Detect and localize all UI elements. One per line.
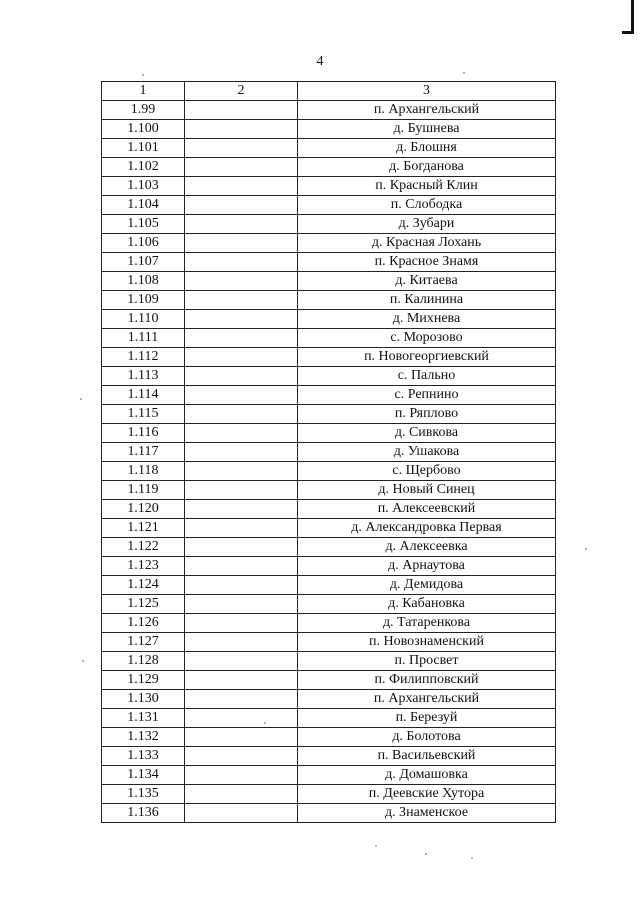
column-2-cell xyxy=(185,101,298,120)
column-2-cell xyxy=(185,747,298,766)
scan-speck xyxy=(375,845,377,847)
table-row xyxy=(102,500,556,519)
column-2-cell xyxy=(185,595,298,614)
table-row xyxy=(102,671,556,690)
column-2-cell xyxy=(185,709,298,728)
table-row xyxy=(102,310,556,329)
scan-speck xyxy=(82,660,84,662)
column-2-cell xyxy=(185,348,298,367)
row-number-cell: 1.124 xyxy=(102,576,185,595)
settlement-name-cell: с. Морозово xyxy=(298,329,556,348)
table-row xyxy=(102,576,556,595)
table-row xyxy=(102,101,556,120)
table-row xyxy=(102,329,556,348)
column-header-2: 2 xyxy=(185,82,298,101)
table-row xyxy=(102,139,556,158)
settlement-name-cell: с. Щербово xyxy=(298,462,556,481)
row-number-cell: 1.130 xyxy=(102,690,185,709)
row-number-cell: 1.125 xyxy=(102,595,185,614)
table-row xyxy=(102,158,556,177)
table-row xyxy=(102,177,556,196)
column-2-cell xyxy=(185,329,298,348)
column-2-cell xyxy=(185,177,298,196)
table-row xyxy=(102,481,556,500)
column-2-cell xyxy=(185,272,298,291)
column-2-cell xyxy=(185,424,298,443)
table-row xyxy=(102,443,556,462)
row-number-cell: 1.107 xyxy=(102,253,185,272)
settlement-name-cell: п. Красное Знамя xyxy=(298,253,556,272)
column-2-cell xyxy=(185,614,298,633)
settlement-name-cell: д. Блошня xyxy=(298,139,556,158)
settlement-name-cell: п. Архангельский xyxy=(298,101,556,120)
settlement-name-cell: д. Домашовка xyxy=(298,766,556,785)
row-number-cell: 1.135 xyxy=(102,785,185,804)
page-number: 4 xyxy=(316,54,324,69)
settlement-name-cell: д. Бушнева xyxy=(298,120,556,139)
column-2-cell xyxy=(185,139,298,158)
table-row xyxy=(102,424,556,443)
settlement-name-cell: п. Филипповский xyxy=(298,671,556,690)
settlement-name-cell: п. Алексеевский xyxy=(298,500,556,519)
column-2-cell xyxy=(185,443,298,462)
table-row xyxy=(102,633,556,652)
settlement-name-cell: д. Новый Синец xyxy=(298,481,556,500)
column-2-cell xyxy=(185,158,298,177)
row-number-cell: 1.99 xyxy=(102,101,185,120)
column-2-cell xyxy=(185,557,298,576)
settlement-name-cell: п. Березуй xyxy=(298,709,556,728)
row-number-cell: 1.100 xyxy=(102,120,185,139)
column-2-cell xyxy=(185,728,298,747)
row-number-cell: 1.136 xyxy=(102,804,185,823)
corner-crop-mark xyxy=(620,0,634,40)
row-number-cell: 1.106 xyxy=(102,234,185,253)
row-number-cell: 1.109 xyxy=(102,291,185,310)
row-number-cell: 1.119 xyxy=(102,481,185,500)
table-row xyxy=(102,234,556,253)
column-2-cell xyxy=(185,234,298,253)
table-row xyxy=(102,804,556,823)
settlement-name-cell: п. Новознаменский xyxy=(298,633,556,652)
row-number-cell: 1.105 xyxy=(102,215,185,234)
row-number-cell: 1.122 xyxy=(102,538,185,557)
table-row xyxy=(102,557,556,576)
table-row xyxy=(102,538,556,557)
row-number-cell: 1.121 xyxy=(102,519,185,538)
settlements-table xyxy=(101,81,556,823)
column-2-cell xyxy=(185,481,298,500)
row-number-cell: 1.111 xyxy=(102,329,185,348)
row-number-cell: 1.104 xyxy=(102,196,185,215)
column-2-cell xyxy=(185,386,298,405)
row-number-cell: 1.114 xyxy=(102,386,185,405)
column-2-cell xyxy=(185,253,298,272)
column-2-cell xyxy=(185,690,298,709)
column-2-cell xyxy=(185,462,298,481)
table-row xyxy=(102,595,556,614)
column-2-cell xyxy=(185,519,298,538)
row-number-cell: 1.101 xyxy=(102,139,185,158)
row-number-cell: 1.134 xyxy=(102,766,185,785)
settlement-name-cell: д. Ушакова xyxy=(298,443,556,462)
row-number-cell: 1.123 xyxy=(102,557,185,576)
table-row xyxy=(102,728,556,747)
settlement-name-cell: д. Сивкова xyxy=(298,424,556,443)
column-2-cell xyxy=(185,405,298,424)
settlement-name-cell: п. Красный Клин xyxy=(298,177,556,196)
settlement-name-cell: п. Просвет xyxy=(298,652,556,671)
table-row xyxy=(102,272,556,291)
table-row xyxy=(102,690,556,709)
settlement-name-cell: д. Арнаутова xyxy=(298,557,556,576)
settlement-name-cell: д. Китаева xyxy=(298,272,556,291)
column-2-cell xyxy=(185,671,298,690)
column-2-cell xyxy=(185,367,298,386)
column-2-cell xyxy=(185,652,298,671)
row-number-cell: 1.126 xyxy=(102,614,185,633)
row-number-cell: 1.127 xyxy=(102,633,185,652)
table-row xyxy=(102,652,556,671)
scan-speck xyxy=(425,853,427,855)
table-body xyxy=(102,101,556,823)
table-row xyxy=(102,614,556,633)
row-number-cell: 1.103 xyxy=(102,177,185,196)
column-2-cell xyxy=(185,576,298,595)
table-header-row xyxy=(102,82,556,101)
column-2-cell xyxy=(185,196,298,215)
settlement-name-cell: с. Пально xyxy=(298,367,556,386)
row-number-cell: 1.102 xyxy=(102,158,185,177)
row-number-cell: 1.132 xyxy=(102,728,185,747)
settlement-name-cell: д. Красная Лохань xyxy=(298,234,556,253)
row-number-cell: 1.118 xyxy=(102,462,185,481)
column-2-cell xyxy=(185,633,298,652)
column-2-cell xyxy=(185,310,298,329)
table-row xyxy=(102,386,556,405)
column-2-cell xyxy=(185,215,298,234)
scan-speck xyxy=(80,398,82,400)
table-row xyxy=(102,785,556,804)
scan-speck xyxy=(471,857,473,859)
table-row xyxy=(102,405,556,424)
scan-speck xyxy=(264,722,266,724)
settlement-name-cell: д. Алексеевка xyxy=(298,538,556,557)
table-row xyxy=(102,709,556,728)
table-row xyxy=(102,519,556,538)
scan-speck xyxy=(585,548,587,550)
column-2-cell xyxy=(185,785,298,804)
table-row xyxy=(102,291,556,310)
settlement-name-cell: п. Новогеоргиевский xyxy=(298,348,556,367)
settlement-name-cell: д. Александровка Первая xyxy=(298,519,556,538)
row-number-cell: 1.117 xyxy=(102,443,185,462)
row-number-cell: 1.120 xyxy=(102,500,185,519)
column-2-cell xyxy=(185,804,298,823)
settlement-name-cell: д. Зубари xyxy=(298,215,556,234)
settlement-name-cell: п. Калинина xyxy=(298,291,556,310)
table-row xyxy=(102,462,556,481)
scan-speck xyxy=(463,72,465,74)
settlement-name-cell: д. Богданова xyxy=(298,158,556,177)
settlement-name-cell: д. Татаренкова xyxy=(298,614,556,633)
column-2-cell xyxy=(185,291,298,310)
settlement-name-cell: п. Деевские Хутора xyxy=(298,785,556,804)
settlement-name-cell: п. Васильевский xyxy=(298,747,556,766)
column-2-cell xyxy=(185,500,298,519)
row-number-cell: 1.115 xyxy=(102,405,185,424)
settlement-name-cell: д. Знаменское xyxy=(298,804,556,823)
table-row xyxy=(102,367,556,386)
row-number-cell: 1.128 xyxy=(102,652,185,671)
row-number-cell: 1.108 xyxy=(102,272,185,291)
table-row xyxy=(102,348,556,367)
settlement-name-cell: д. Кабановка xyxy=(298,595,556,614)
row-number-cell: 1.110 xyxy=(102,310,185,329)
table-row xyxy=(102,747,556,766)
column-2-cell xyxy=(185,120,298,139)
table-row xyxy=(102,253,556,272)
settlement-name-cell: д. Болотова xyxy=(298,728,556,747)
table-row xyxy=(102,120,556,139)
settlement-name-cell: д. Михнева xyxy=(298,310,556,329)
column-header-1: 1 xyxy=(102,82,185,101)
settlement-name-cell: п. Слободка xyxy=(298,196,556,215)
table-row xyxy=(102,766,556,785)
row-number-cell: 1.131 xyxy=(102,709,185,728)
settlement-name-cell: п. Ряплово xyxy=(298,405,556,424)
row-number-cell: 1.112 xyxy=(102,348,185,367)
column-header-3: 3 xyxy=(298,82,556,101)
settlement-name-cell: п. Архангельский xyxy=(298,690,556,709)
table-row xyxy=(102,215,556,234)
scan-speck xyxy=(142,74,144,76)
settlement-name-cell: д. Демидова xyxy=(298,576,556,595)
column-2-cell xyxy=(185,766,298,785)
row-number-cell: 1.113 xyxy=(102,367,185,386)
column-2-cell xyxy=(185,538,298,557)
row-number-cell: 1.116 xyxy=(102,424,185,443)
row-number-cell: 1.133 xyxy=(102,747,185,766)
settlement-name-cell: с. Репнино xyxy=(298,386,556,405)
row-number-cell: 1.129 xyxy=(102,671,185,690)
table-row xyxy=(102,196,556,215)
